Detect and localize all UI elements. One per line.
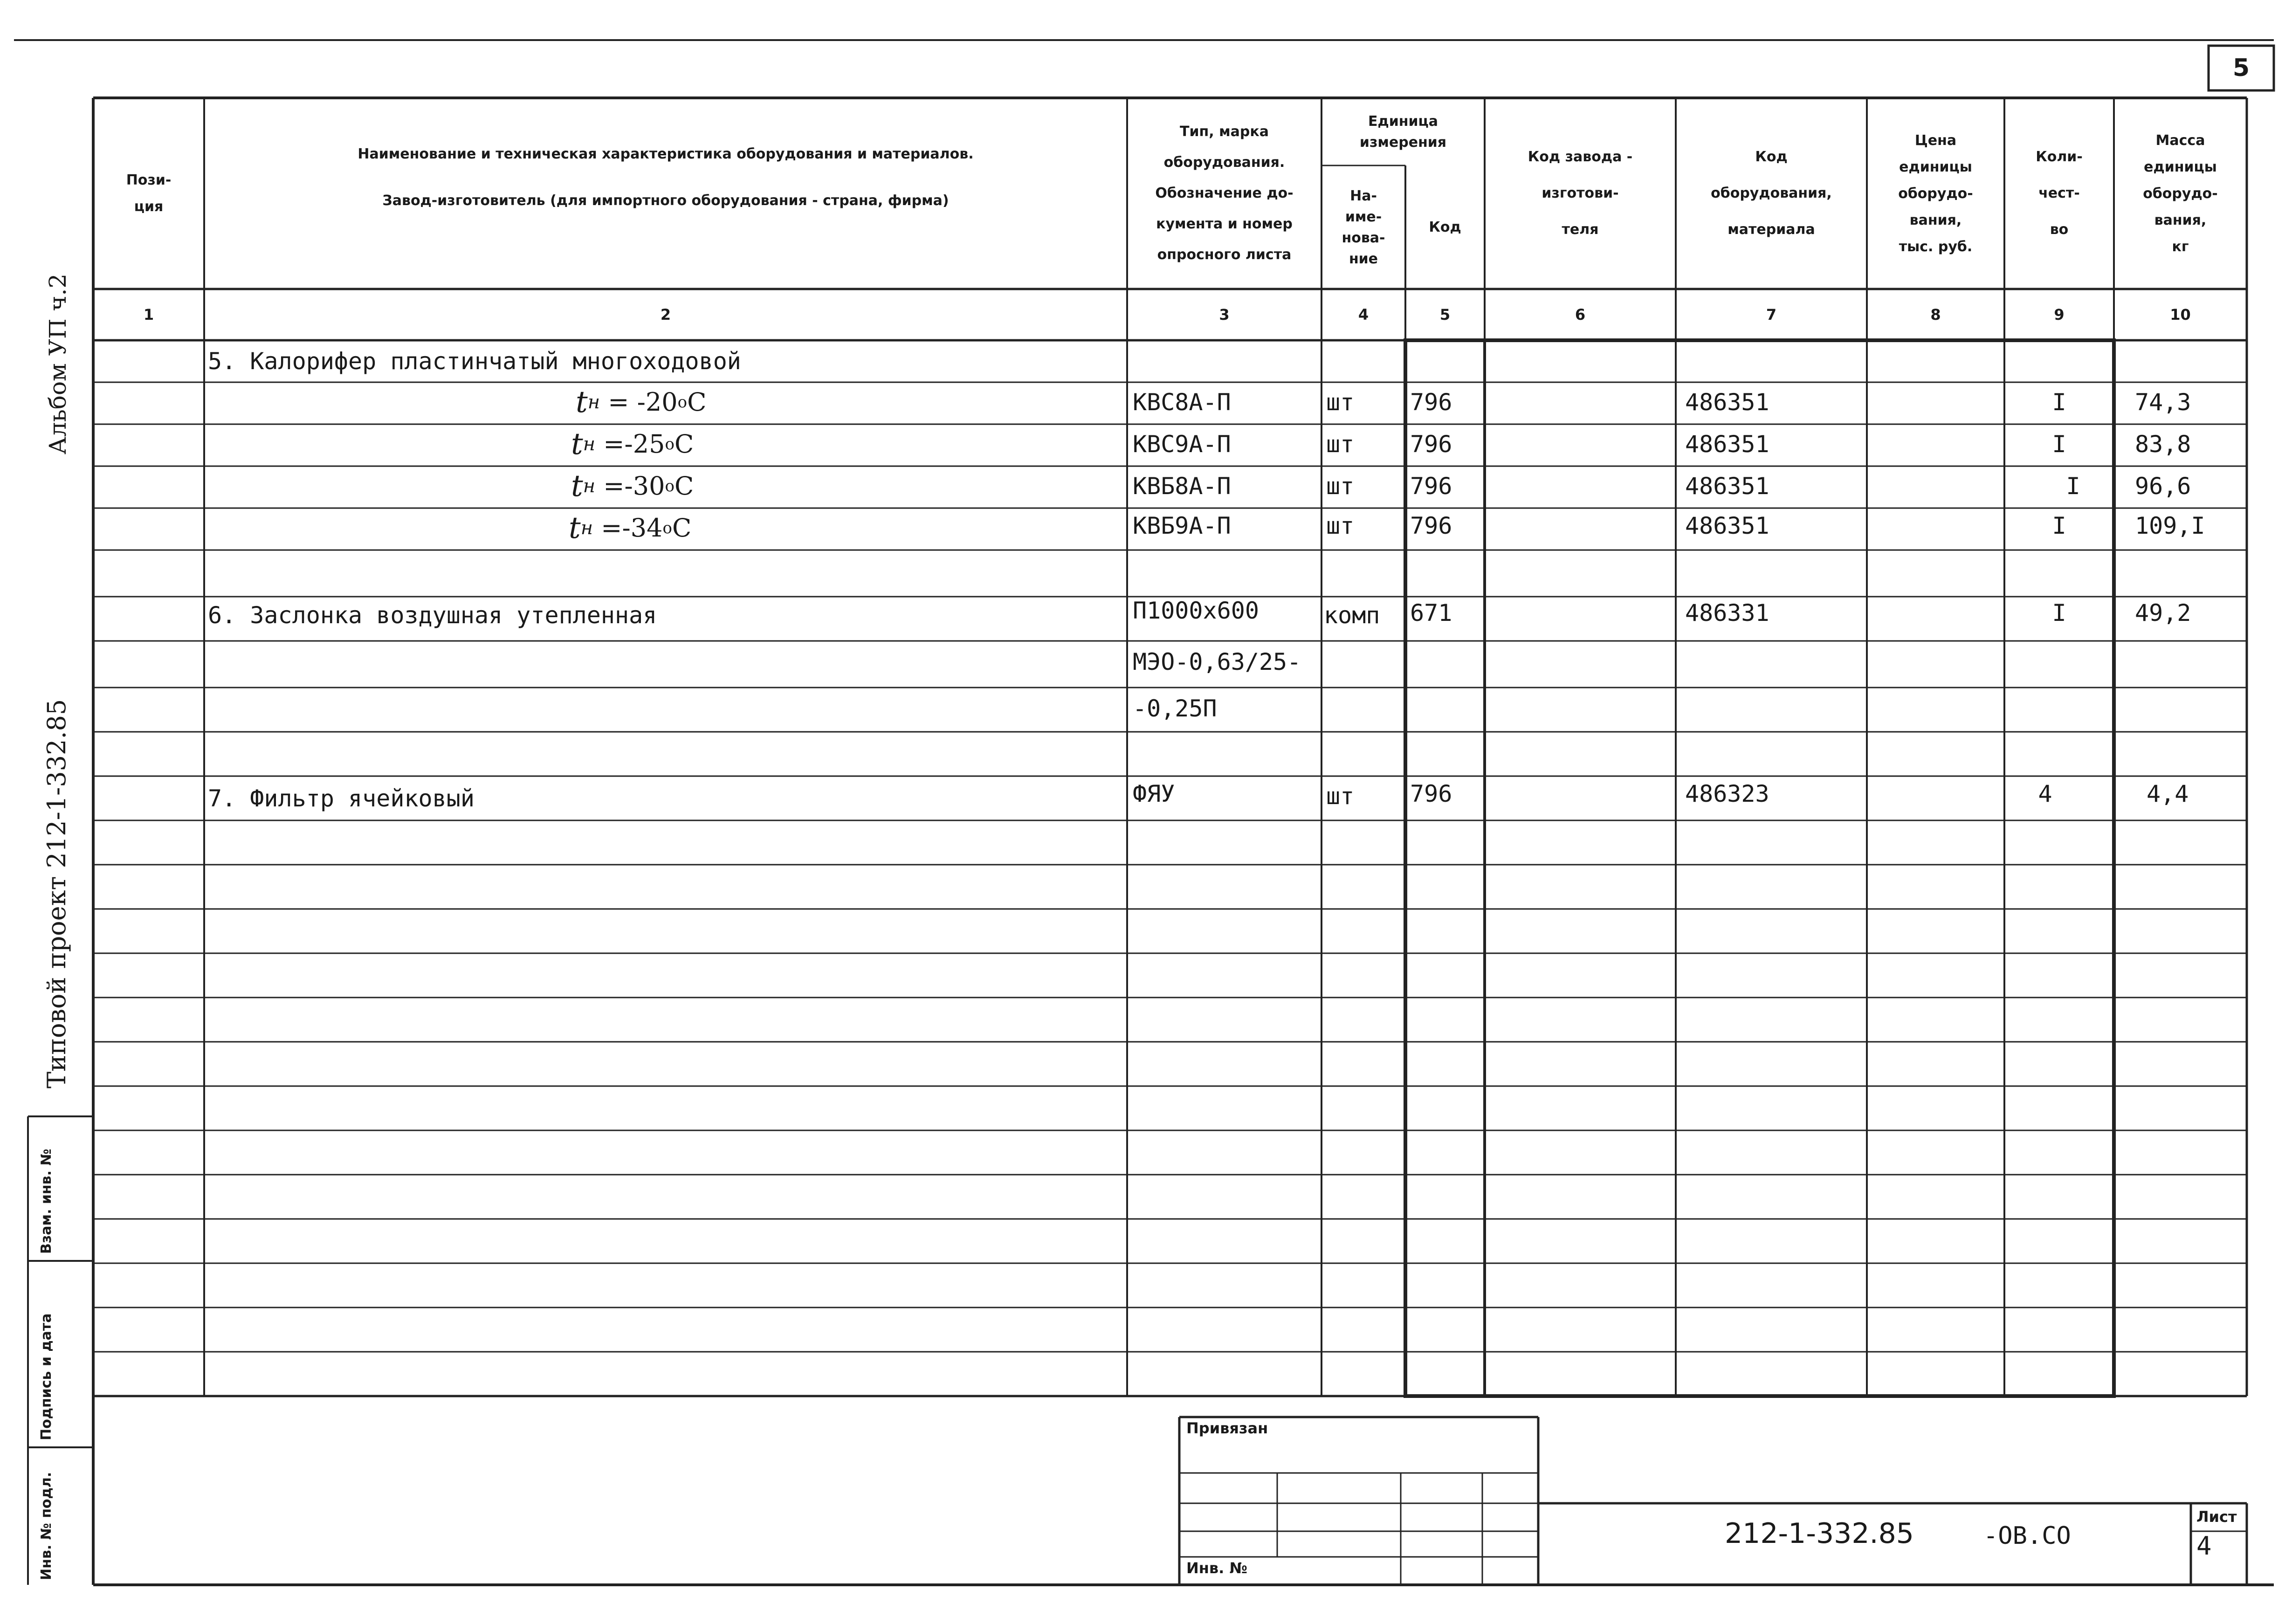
temp-symbol: t	[569, 510, 581, 545]
unit-mass: 4,4	[2147, 780, 2189, 807]
item-6-name: 6. Заслонка воздушная утепленная	[208, 602, 657, 629]
unit-name: шт	[1326, 782, 1355, 810]
temp-label: t н = -20 o С	[576, 385, 707, 420]
replacement-inv-label: Взам. инв. №	[38, 1149, 55, 1254]
temp-value: = -20	[608, 387, 678, 417]
temp-label: t н =-30 o С	[571, 468, 694, 503]
header-price: Цена единицы оборудо- вания, тыс. руб.	[1898, 132, 1973, 255]
unit-mass: 49,2	[2135, 599, 2191, 626]
temp-value: =-25	[603, 429, 665, 459]
unit-name: шт	[1326, 472, 1355, 500]
quantity: I	[2052, 388, 2066, 416]
header-mass: Масса единицы оборудо- вания, кг	[2143, 132, 2218, 255]
unit-code: 796	[1410, 430, 1452, 458]
unit-code: 796	[1410, 780, 1452, 807]
temp-value: =-30	[603, 471, 665, 501]
temp-subscript: н	[580, 517, 593, 539]
item-5-name: 5. Калорифер пластинчатый многоходовой	[208, 348, 741, 375]
column-number: 9	[2054, 306, 2065, 323]
header-unit: Единица измерения	[1359, 113, 1447, 151]
item-7-name: 7. Фильтр ячейковый	[208, 784, 475, 812]
unit-mass: 83,8	[2135, 430, 2191, 458]
unit-code: 796	[1410, 388, 1452, 416]
header-factory-code: Код завода - изготови- теля	[1528, 149, 1633, 238]
temp-unit: С	[674, 429, 694, 459]
column-number: 8	[1930, 306, 1941, 323]
temp-symbol: t	[571, 427, 583, 461]
equipment-code: 486323	[1685, 780, 1769, 807]
temp-label: t н =-25 o С	[571, 427, 694, 461]
column-number: 5	[1439, 306, 1451, 323]
unit-code: 671	[1410, 599, 1452, 626]
temp-unit: С	[687, 387, 707, 417]
header-quantity: Коли- чест- во	[2036, 149, 2083, 238]
document-suffix: -ОВ.СО	[1983, 1522, 2071, 1550]
type-mark: П1000x600	[1133, 597, 1259, 624]
header-name-line1: Наименование и техническая характеристика оборудования и материалов.	[358, 145, 974, 162]
signature-date-label: Подпись и дата	[38, 1313, 55, 1440]
equipment-code: 486331	[1685, 599, 1769, 626]
sheet-number: 4	[2196, 1531, 2212, 1561]
inv-sub-label: Инв. № подл.	[38, 1472, 55, 1580]
equipment-code: 486351	[1685, 430, 1769, 458]
equipment-code: 486351	[1685, 512, 1769, 539]
unit-code: 796	[1410, 512, 1452, 539]
document-code: 212-1-332.85	[1725, 1517, 1914, 1550]
header-type: Тип, марка оборудования. Обозначение до- кумента и номер опросного листа	[1155, 124, 1294, 263]
header-name-line2: Завод-изготовитель (для импортного оборудования - страна, фирма)	[382, 192, 949, 209]
type-mark: ФЯУ	[1133, 780, 1175, 807]
type-mark: КВБ8А-П	[1133, 472, 1231, 500]
quantity: I	[2052, 599, 2066, 626]
type-mark-continuation: МЭО-0,63/25-	[1133, 648, 1301, 675]
type-mark: КВС8А-П	[1133, 388, 1231, 416]
temp-value: =-34	[601, 513, 663, 543]
inv-number-label: Инв. №	[1186, 1559, 1247, 1577]
type-mark: КВБ9А-П	[1133, 512, 1231, 539]
column-number: 6	[1575, 306, 1586, 323]
column-number: 7	[1766, 306, 1777, 323]
unit-mass: 96,6	[2135, 472, 2191, 500]
header-name-cell	[204, 98, 1127, 289]
sheet-label: Лист	[2196, 1508, 2237, 1526]
album-label: Альбом УП ч.2	[44, 273, 71, 454]
column-number: 4	[1358, 306, 1369, 323]
temp-unit: С	[674, 471, 694, 501]
column-number: 3	[1219, 306, 1230, 323]
quantity: I	[2066, 472, 2080, 500]
sheet-corner-number: 5	[2232, 54, 2250, 82]
column-number: 10	[2170, 306, 2191, 323]
temp-subscript: н	[583, 433, 596, 455]
quantity: I	[2052, 430, 2066, 458]
attached-label: Привязан	[1186, 1419, 1268, 1437]
header-position: Пози- ция	[126, 172, 172, 215]
unit-name: шт	[1326, 430, 1355, 458]
temp-symbol: t	[571, 468, 583, 503]
header-unit-name: На- име- нова- ние	[1342, 187, 1385, 267]
equipment-code: 486351	[1685, 472, 1769, 500]
unit-name: шт	[1326, 512, 1355, 539]
temp-subscript: н	[583, 475, 596, 497]
quantity: I	[2052, 512, 2066, 539]
temp-subscript: н	[587, 391, 600, 413]
type-mark-continuation: -0,25П	[1133, 695, 1217, 722]
header-unit-code: Код	[1429, 219, 1461, 235]
unit-name: комп	[1324, 602, 1380, 629]
type-mark: КВС9А-П	[1133, 430, 1231, 458]
unit-code: 796	[1410, 472, 1452, 500]
equipment-code: 486351	[1685, 388, 1769, 416]
column-number: 1	[143, 306, 154, 323]
temp-symbol: t	[576, 385, 588, 420]
column-number: 2	[660, 306, 671, 323]
unit-name: шт	[1326, 388, 1355, 416]
temp-label: t н =-34 o С	[569, 510, 692, 545]
project-label: Типовой проект 212-1-332.85	[42, 699, 71, 1088]
unit-mass: 74,3	[2135, 388, 2191, 416]
header-equipment-code: Код оборудования, материала	[1711, 149, 1832, 238]
unit-mass: 109,I	[2135, 512, 2205, 539]
temp-unit: С	[672, 513, 692, 543]
quantity: 4	[2038, 780, 2052, 807]
